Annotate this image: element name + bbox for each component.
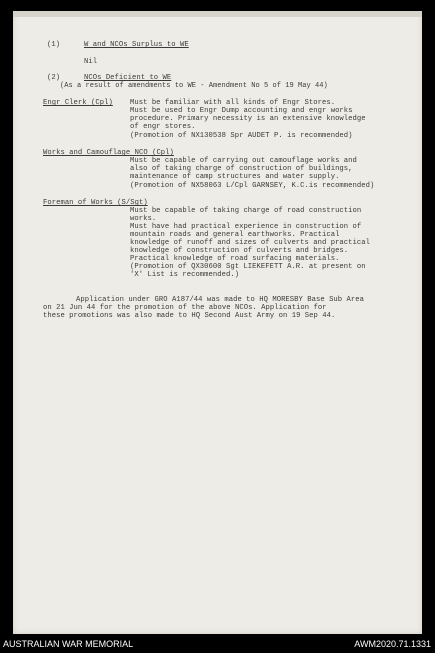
archive-footer <box>0 636 435 653</box>
role-1-line: procedure. Primary necessity is an extensive knowledge <box>130 115 366 123</box>
role-3-line: knowledge of runoff and sizes of culverts and practical <box>130 239 370 247</box>
role-1-line: of engr stores. <box>130 123 196 131</box>
role-3-line: (Promotion of QX30600 Sgt LIEKEFETT A.R. at present on <box>130 263 366 271</box>
role-3-line: knowledge of construction of culverts and bridges. <box>130 247 349 255</box>
section-1-body: Nil <box>84 58 98 66</box>
section-1-heading: W and NCOs Surplus to WE <box>84 41 189 49</box>
role-3-line: Practical knowledge of road surfacing materials. <box>130 255 340 263</box>
role-2-title: Works and Camouflage NCO (Cpl) <box>43 149 174 157</box>
role-1-line: Must be used to Engr Dump accounting and engr works <box>130 107 353 115</box>
role-3-line: Must be capable of taking charge of road construction <box>130 207 362 215</box>
page-top-edge <box>13 11 422 17</box>
role-3-title: Foreman of Works (S/Sgt) <box>43 199 148 207</box>
section-2-number: (2) <box>47 74 61 82</box>
role-1-line: Must be familiar with all kinds of Engr Stores. <box>130 99 336 107</box>
role-3-line: Must have had practical experience in construction of <box>130 223 362 231</box>
role-2-line: (Promotion of NX58063 L/Cpl GARNSEY, K.C.is recommended) <box>130 182 375 190</box>
role-3-line: mountain roads and general earthworks. Practical <box>130 231 340 239</box>
reference-number: AWM2020.71.1331 <box>354 639 431 649</box>
role-1-line: (Promotion of NX130538 Spr AUDET P. is recommended) <box>130 132 353 140</box>
section-2-heading: NCOs Deficient to WE <box>84 74 172 82</box>
role-1-title: Engr Clerk (Cpl) <box>43 99 113 107</box>
section-1-number: (1) <box>47 41 61 49</box>
role-2-line: maintenance of camp structures and water supply. <box>130 173 340 181</box>
closing-line: these promotions was also made to HQ Second Aust Army on 19 Sep 44. <box>43 312 336 320</box>
section-2-note: (As a result of amendments to WE - Amendment No 5 of 19 May 44) <box>60 82 328 90</box>
role-2-line: Must be capable of carrying out camouflage works and <box>130 157 357 165</box>
role-3-line: 'X' List is recommended.) <box>130 271 240 279</box>
role-2-line: also of taking charge of construction of buildings, <box>130 165 353 173</box>
closing-line: Application under GRO A187/44 was made to HQ MORESBY Base Sub Area <box>76 296 364 304</box>
role-3-line: works. <box>130 215 157 223</box>
document-page <box>13 11 422 634</box>
institution-name: AUSTRALIAN WAR MEMORIAL <box>3 639 134 649</box>
closing-line: on 21 Jun 44 for the promotion of the above NCOs. Application for <box>43 304 327 312</box>
